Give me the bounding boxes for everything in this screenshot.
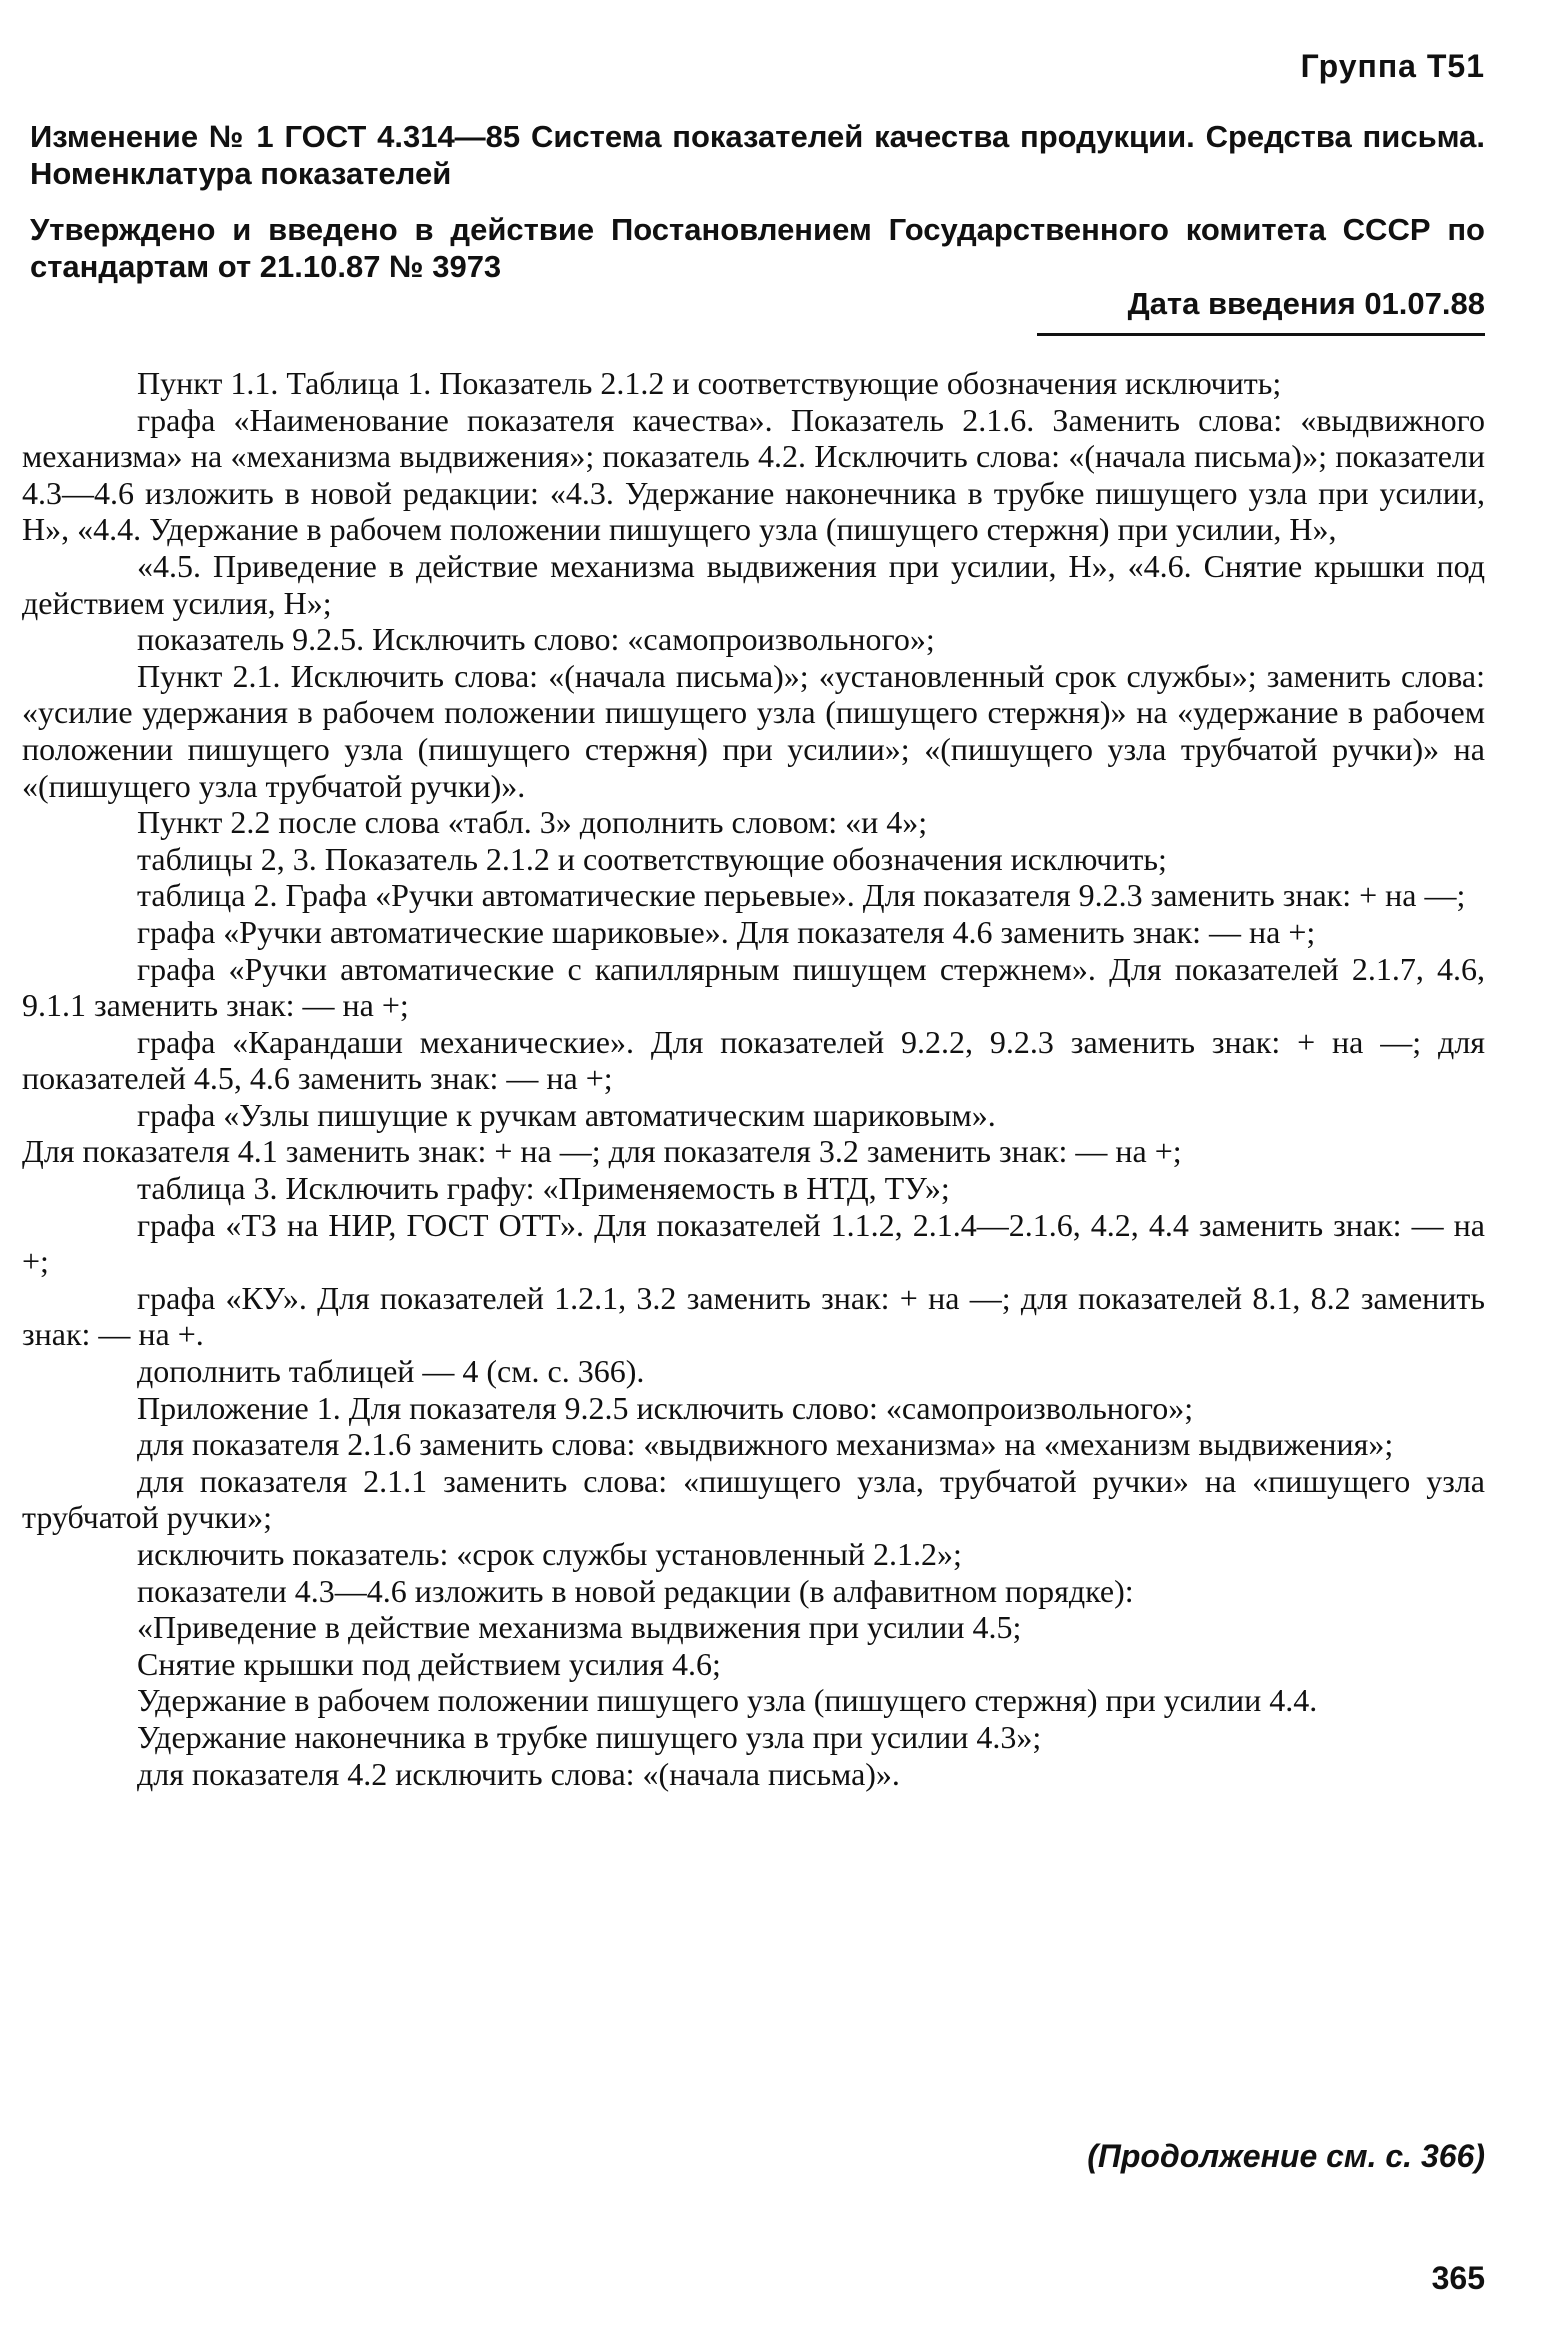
- paragraph: «Приведение в действие механизма выдвижения при усилии 4.5;: [137, 1609, 1022, 1646]
- paragraph: Пункт 2.2 после слова «табл. 3» дополнить словом: «и 4»;: [137, 804, 928, 841]
- paragraph: графа «Ручки автоматические с капиллярным пишущем стержнем». Для показателей 2.1.7, 4.6, 9.1.1 заменить знак: — на +;: [22, 950, 1485, 1024]
- paragraph: показатели 4.3—4.6 изложить в новой редакции (в алфавитном порядке):: [137, 1572, 1134, 1609]
- paragraph: Пункт 1.1. Таблица 1. Показатель 2.1.2 и соответствующие обозначения исключить;: [137, 365, 1282, 401]
- paragraph: для показателя 2.1.6 заменить слова: «выдвижного механизма» на «механизм выдвижения»;: [137, 1426, 1394, 1463]
- paragraph: для показателя 2.1.1 заменить слова: «пишущего узла, трубчатой ручки» на «пишущего узла трубчатой ручки»;: [22, 1462, 1485, 1536]
- paragraph: графа «ТЗ на НИР, ГОСТ ОТТ». Для показателей 1.1.2, 2.1.4—2.1.6, 4.2, 4.4 заменить знак: — на +;: [22, 1206, 1485, 1280]
- classification-group: Группа Т51: [1300, 48, 1485, 84]
- paragraph: графа «Ручки автоматические шариковые». Для показателя 4.6 заменить знак: — на +;: [137, 913, 1316, 950]
- continuation-note: (Продолжение см. с. 366): [1087, 2138, 1485, 2174]
- paragraph: для показателя 4.2 исключить слова: «(начала письма)».: [137, 1755, 900, 1792]
- paragraph: Удержание в рабочем положении пишущего узла (пишущего стержня) при усилии 4.4.: [137, 1682, 1318, 1719]
- paragraph: Приложение 1. Для показателя 9.2.5 исключить слово: «самопроизвольного»;: [137, 1389, 1194, 1426]
- paragraph: Удержание наконечника в трубке пишущего узла при усилии 4.3»;: [137, 1718, 1042, 1755]
- effective-date: Дата введения 01.07.88: [1127, 286, 1485, 321]
- paragraph: Для показателя 4.1 заменить знак: + на —; для показателя 3.2 заменить знак: — на +;: [22, 1133, 1182, 1170]
- paragraph: Снятие крышки под действием усилия 4.6;: [137, 1645, 721, 1682]
- effective-date-underline: [1037, 333, 1485, 336]
- paragraph: таблицы 2, 3. Показатель 2.1.2 и соответствующие обозначения исключить;: [137, 840, 1167, 877]
- paragraph: графа «Наименование показателя качества». Показатель 2.1.6. Заменить слова: «выдвижного механизма» на «механизма выдвижения»; показатель 4.2. Исключить слова: «(начала письма)»; показатели 4.3—4.6 изложить в новой редакции: «4.3. Удержание наконечника в трубке пишущего узла при усилии, Н», «4.4. Удержание в рабочем положении пишущего узла (пишущего стержня) при усилии, Н»,: [22, 401, 1485, 548]
- page-number: 365: [1431, 2260, 1485, 2296]
- amendment-body: [22, 365, 1485, 1792]
- paragraph: «4.5. Приведение в действие механизма выдвижения при усилии, Н», «4.6. Снятие крышки под действием усилия, Н»;: [22, 547, 1485, 621]
- paragraph: показатель 9.2.5. Исключить слово: «самопроизвольного»;: [137, 621, 935, 658]
- approval-statement: Утверждено и введено в действие Постановлением Государственного комитета СССР по стандартам от 21.10.87 № 3973: [30, 212, 1485, 284]
- paragraph: таблица 3. Исключить графу: «Применяемость в НТД, ТУ»;: [137, 1170, 950, 1207]
- paragraph: графа «Карандаши механические». Для показателей 9.2.2, 9.2.3 заменить знак: + на —; для показателей 4.5, 4.6 заменить знак: — на +;: [22, 1023, 1485, 1097]
- paragraph: таблица 2. Графа «Ручки автоматические перьевые». Для показателя 9.2.3 заменить знак: + на —;: [137, 877, 1466, 914]
- paragraph: графа «КУ». Для показателей 1.2.1, 3.2 заменить знак: + на —; для показателей 8.1, 8.2 заменить знак: — на +.: [22, 1279, 1485, 1353]
- paragraph: дополнить таблицей — 4 (см. с. 366).: [137, 1353, 645, 1390]
- paragraph: Пункт 2.1. Исключить слова: «(начала письма)»; «установленный срок службы»; заменить слова: «усилие удержания в рабочем положении пишущего узла (пишущего стержня)» на «удержание в рабочем положении пишущего узла (пишущего стержня) при усилии»; «(пишущего узла трубчатой ручки)» на «(пишущего узла трубчатой ручки)».: [22, 657, 1485, 804]
- paragraph: исключить показатель: «срок службы установленный 2.1.2»;: [137, 1536, 962, 1572]
- amendment-title: Изменение № 1 ГОСТ 4.314—85 Система показателей качества продукции. Средства письма. Номенклатура показателей: [30, 119, 1485, 191]
- paragraph: графа «Узлы пишущие к ручкам автоматическим шариковым».: [137, 1096, 996, 1133]
- document-header: [30, 118, 1485, 304]
